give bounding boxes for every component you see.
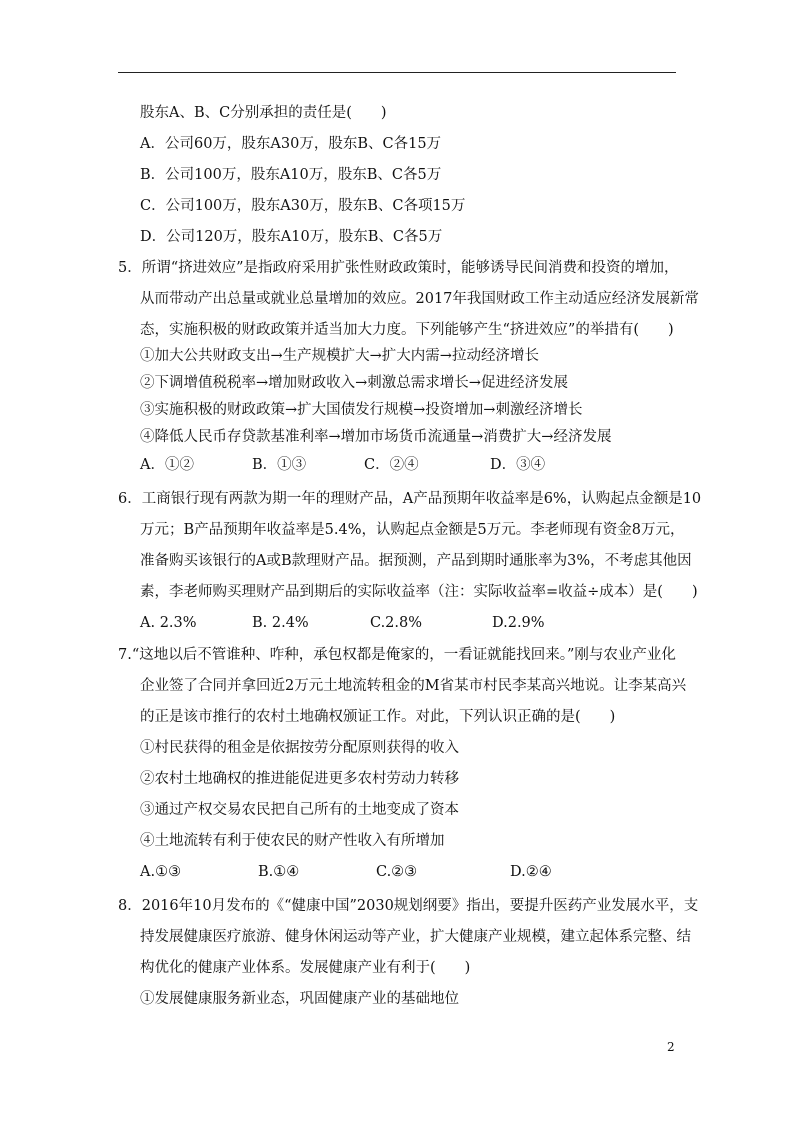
q4-option-a: A．公司60万，股东A30万，股东B、C各15万	[140, 136, 442, 152]
q7-stem-line1: 7.“这地以后不管谁种、咋种，承包权都是俺家的，一看证就能找回来。”刚与农业产业化	[118, 647, 676, 663]
q8-stem-line3: 构优化的健康产业体系。发展健康产业有利于( )	[140, 960, 471, 976]
q5-option-b: B．①③	[252, 457, 307, 473]
q4-option-c: C．公司100万，股东A30万，股东B、C各项15万	[140, 198, 466, 214]
q6-option-a: A. 2.3%	[140, 615, 197, 631]
q6-stem-line4: 素，李老师购买理财产品到期后的实际收益率（注：实际收益率=收益÷成本）是( )	[140, 584, 698, 600]
q5-item-1: ①加大公共财政支出→生产规模扩大→扩大内需→拉动经济增长	[140, 348, 539, 364]
q8-stem-line2: 持发展健康医疗旅游、健身休闲运动等产业，扩大健康产业规模，建立起体系完整、结	[140, 929, 691, 945]
q6-stem-line1: 6．工商银行现有两款为期一年的理财产品，A产品预期年收益率是6%，认购起点金额是10	[118, 491, 702, 507]
q6-stem-line2: 万元；B产品预期年收益率是5.4%，认购起点金额是5万元。李老师现有资金8万元，	[140, 522, 685, 538]
q7-option-b: B.①④	[258, 864, 300, 880]
q6-option-c: C.2.8%	[370, 615, 423, 631]
q6-stem-line3: 准备购买该银行的A或B款理财产品。据预测，产品到期时通胀率为3%，不考虑其他因	[140, 553, 692, 569]
q7-option-c: C.②③	[376, 864, 418, 880]
q7-stem-line3: 的正是该市推行的农村土地确权颁证工作。对此，下列认识正确的是( )	[140, 709, 616, 725]
q5-stem-line1: 5．所谓“挤进效应”是指政府采用扩张性财政政策时，能够诱导民间消费和投资的增加，	[118, 260, 679, 276]
q7-item-2: ②农村土地确权的推进能促进更多农村劳动力转移	[140, 771, 459, 787]
q4-option-d: D．公司120万，股东A10万，股东B、C各5万	[140, 229, 443, 245]
q5-item-4: ④降低人民币存贷款基准利率→增加市场货币流通量→消费扩大→经济发展	[140, 429, 612, 445]
q5-item-3: ③实施积极的财政政策→扩大国债发行规模→投资增加→刺激经济增长	[140, 402, 583, 418]
q5-option-c: C．②④	[364, 457, 419, 473]
q8-item-1: ①发展健康服务新业态，巩固健康产业的基础地位	[140, 991, 459, 1007]
q7-item-4: ④土地流转有利于使农民的财产性收入有所增加	[140, 833, 445, 849]
q5-option-d: D．③④	[490, 457, 546, 473]
page-number: 2	[667, 1040, 675, 1054]
q7-item-1: ①村民获得的租金是依据按劳分配原则获得的收入	[140, 740, 459, 756]
q5-stem-line3: 态，实施积极的财政政策并适当加大力度。下列能够产生“挤进效应”的举措有( )	[140, 322, 674, 338]
q8-stem-line1: 8．2016年10月发布的《“健康中国”2030规划纲要》指出，要提升医药产业发展水平，支	[118, 898, 699, 914]
q5-option-a: A．①②	[140, 457, 194, 473]
header-rule	[118, 72, 676, 73]
q6-option-b: B. 2.4%	[252, 615, 309, 631]
q7-stem-line2: 企业签了合同并拿回近2万元土地流转租金的M省某市村民李某高兴地说。让李某高兴	[140, 678, 687, 694]
q6-option-d: D.2.9%	[492, 615, 545, 631]
q7-item-3: ③通过产权交易农民把自己所有的土地变成了资本	[140, 802, 459, 818]
q5-stem-line2: 从而带动产出总量或就业总量增加的效应。2017年我国财政工作主动适应经济发展新常	[140, 291, 699, 307]
q4-stem: 股东A、B、C分别承担的责任是( )	[140, 105, 387, 121]
q7-option-d: D.②④	[510, 864, 552, 880]
q4-option-b: B．公司100万，股东A10万，股东B、C各5万	[140, 167, 442, 183]
q7-option-a: A.①③	[140, 864, 182, 880]
q5-item-2: ②下调增值税税率→增加财政收入→刺激总需求增长→促进经济发展	[140, 375, 568, 391]
